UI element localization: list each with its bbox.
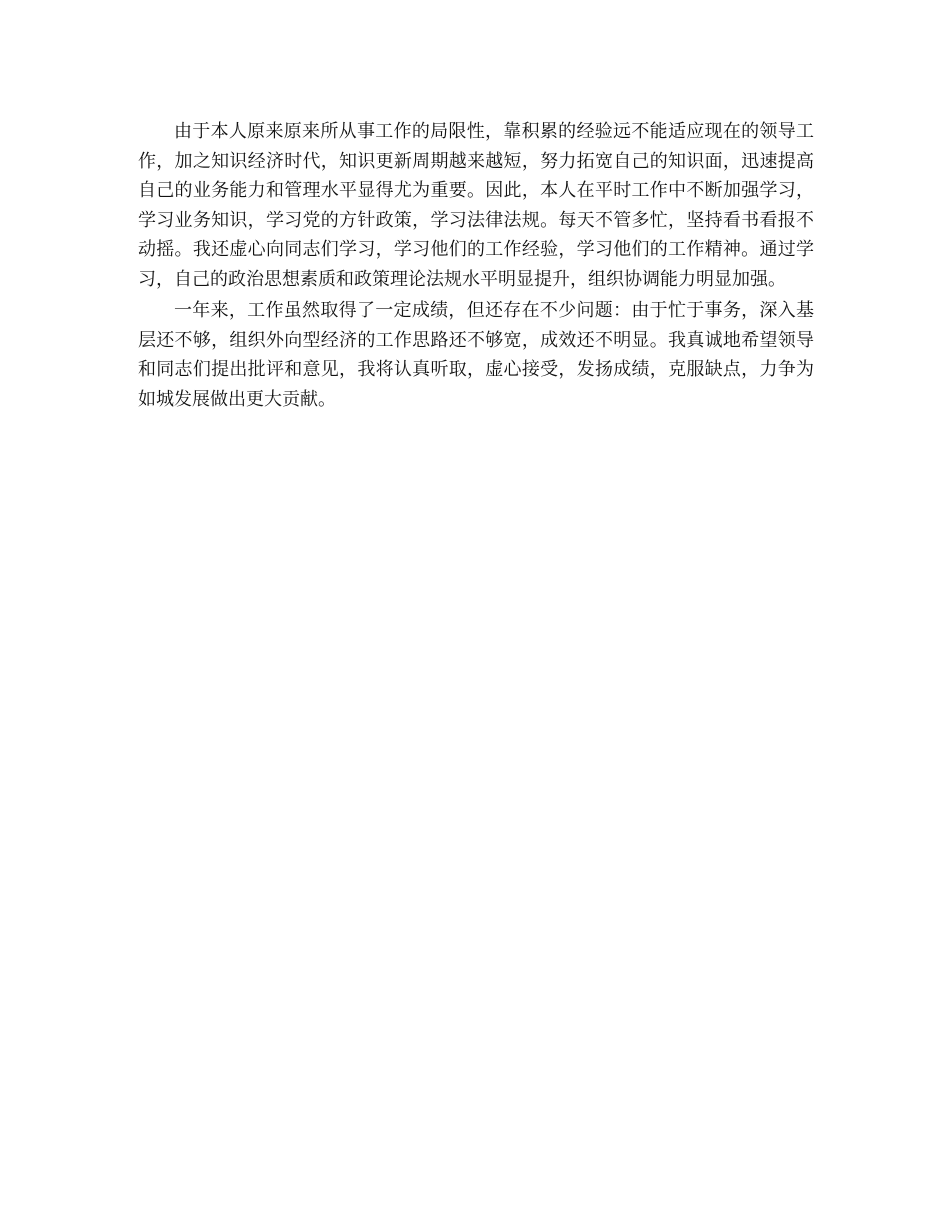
paragraph-study: 由于本人原来原来所从事工作的局限性，靠积累的经验远不能适应现在的领导工作，加之知识经济时代，知识更新周期越来越短，努力拓宽自己的知识面，迅速提高自己的业务能力和管理水平显得尤为重要。因此，本人在平时工作中不断加强学习，学习业务知识，学习党的方针政策，学习法律法规。每天不管多忙，坚持看书看报不动摇。我还虚心向同志们学习，学习他们的工作经验，学习他们的工作精神。通过学习，自己的政治思想素质和政策理论法规水平明显提升，组织协调能力明显加强。 (138, 121, 814, 290)
document-body (138, 117, 814, 414)
paragraph-summary: 一年来，工作虽然取得了一定成绩，但还存在不少问题：由于忙于事务，深入基层还不够，组织外向型经济的工作思路还不够宽，成效还不明显。我真诚地希望领导和同志们提出批评和意见，我将认真听取，虚心接受，发扬成绩，克服缺点，力争为如城发展做出更大贡献。 (138, 300, 814, 410)
